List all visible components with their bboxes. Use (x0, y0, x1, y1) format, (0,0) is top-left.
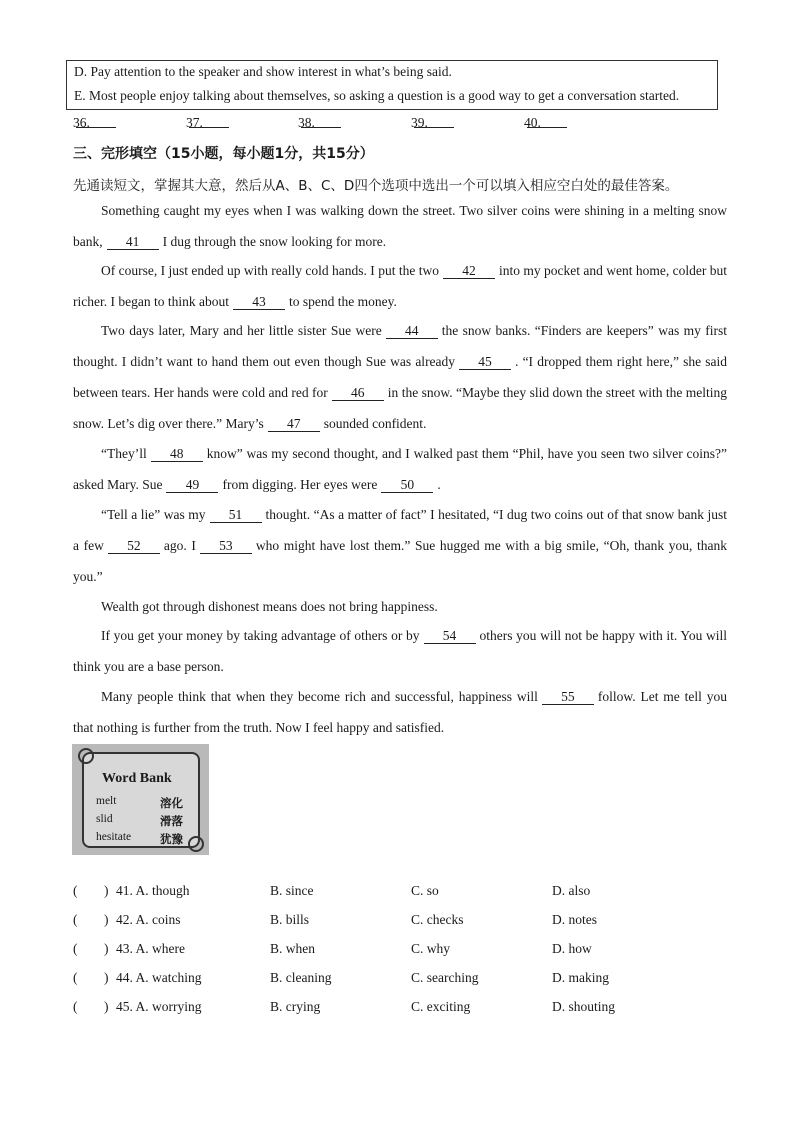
cloze-blank-52[interactable]: 52 (108, 538, 160, 554)
answer-paren-open[interactable]: ( (73, 970, 78, 985)
option-e-text: E. Most people enjoy talking about themselves, so asking a question is a good way to get a conversation started. (74, 88, 680, 103)
word-bank-entry: hesitate 犹豫 (96, 831, 183, 846)
answer-paren-open[interactable]: ( (73, 941, 78, 956)
word-bank-entry: slid 滑落 (96, 813, 183, 828)
answer-paren-open[interactable]: ( (73, 912, 78, 927)
word-bank-scroll (82, 752, 200, 848)
question-row (0, 941, 800, 961)
option-a[interactable]: 42. A. coins (116, 912, 181, 927)
cloze-blank-46[interactable]: 46 (332, 385, 384, 401)
matching-options-box (66, 60, 718, 110)
option-a[interactable]: 43. A. where (116, 941, 185, 956)
option-b[interactable]: B. bills (270, 912, 310, 927)
scroll-curl-icon (78, 748, 94, 764)
cloze-blank-41[interactable]: 41 (107, 234, 159, 250)
answer-paren-open[interactable]: ( (73, 883, 78, 898)
option-d[interactable]: D. shouting (552, 999, 616, 1014)
option-b[interactable]: B. since (270, 883, 314, 898)
option-d[interactable]: D. notes (552, 912, 597, 927)
passage-paragraph-3: Two days later, Mary and her little sister Sue were 44 the snow banks. “Finders are keepers” was my first thought. I didn’t want to hand them out even though Sue was already 45 . “I dropped them right here,” she said between tears. Her hands were cold and red for 46 in the snow. “Maybe they slid down the street with the melting snow. Let’s dig over there.” Mary’s 47 sounded confident. (73, 323, 728, 431)
cloze-blank-48[interactable]: 48 (151, 446, 203, 462)
answer-paren-close[interactable]: ) (104, 941, 109, 956)
passage-paragraph-2: Of course, I just ended up with really cold hands. I put the two 42 into my pocket and went home, colder but richer. I began to think about 43 to spend the money. (73, 263, 728, 309)
passage-paragraph-1: Something caught my eyes when I was walking down the street. Two silver coins were shining in a melting snow bank, 41 I dug through the snow looking for more. (73, 203, 727, 249)
word-bank-title: Word Bank (102, 771, 172, 786)
option-a[interactable]: 45. A. worrying (116, 999, 202, 1014)
option-d[interactable]: D. making (552, 970, 609, 985)
option-c[interactable]: C. why (411, 941, 451, 956)
passage-paragraph-6: Wealth got through dishonest means does not bring happiness. (101, 599, 438, 614)
question-row (0, 999, 800, 1019)
passage-paragraph-4: “They’ll 48 know” was my second thought, and I walked past them “Phil, have you seen two silver coins?” asked Mary. Sue 49 from digging. Her eyes were 50 . (73, 446, 727, 492)
word-bank-image (72, 744, 209, 855)
cloze-blank-42[interactable]: 42 (443, 263, 495, 279)
option-c[interactable]: C. searching (411, 970, 479, 985)
cloze-blank-44[interactable]: 44 (386, 323, 438, 339)
section-instruction: 先通读短文，掌握其大意，然后从A、B、C、D四个选项中选出一个可以填入相应空白处的最佳答案。 (73, 178, 679, 194)
cloze-blank-50[interactable]: 50 (381, 477, 433, 493)
question-row (0, 970, 800, 990)
cloze-blank-54[interactable]: 54 (424, 628, 476, 644)
option-d-text: D. Pay attention to the speaker and show interest in what’s being said. (74, 64, 452, 79)
word-bank-entry: melt 溶化 (96, 795, 183, 810)
cloze-blank-45[interactable]: 45 (459, 354, 511, 370)
passage-paragraph-5: “Tell a lie” was my 51 thought. “As a matter of fact” I hesitated, “I dug two coins out of that snow bank just a few 52 ago. I 53 who might have lost them.” Sue hugged me with a big smile, “Oh, thank you, thank you.” (73, 507, 727, 584)
cloze-blank-55[interactable]: 55 (542, 689, 594, 705)
cloze-blank-49[interactable]: 49 (166, 477, 218, 493)
cloze-blank-51[interactable]: 51 (210, 507, 262, 523)
option-b[interactable]: B. crying (270, 999, 321, 1014)
question-row (0, 883, 800, 903)
option-d[interactable]: D. how (552, 941, 592, 956)
answer-blanks-row: 36. 37. 38. 39. 40. (0, 115, 800, 133)
passage-paragraph-8: Many people think that when they become rich and successful, happiness will 55 follow. Let me tell you that nothing is further from the truth. Now I feel happy and satisfied. (73, 689, 727, 735)
cloze-blank-43[interactable]: 43 (233, 294, 285, 310)
option-b[interactable]: B. cleaning (270, 970, 332, 985)
option-b[interactable]: B. when (270, 941, 315, 956)
option-c[interactable]: C. exciting (411, 999, 471, 1014)
answer-paren-close[interactable]: ) (104, 912, 109, 927)
answer-paren-open[interactable]: ( (73, 999, 78, 1014)
section-title: 三、完形填空（15小题，每小题1分，共15分） (73, 146, 374, 162)
answer-paren-close[interactable]: ) (104, 970, 109, 985)
passage-paragraph-7: If you get your money by taking advantage of others or by 54 others you will not be happy with it. You will think you are a base person. (73, 628, 727, 674)
option-c[interactable]: C. so (411, 883, 439, 898)
option-d[interactable]: D. also (552, 883, 591, 898)
answer-paren-close[interactable]: ) (104, 883, 109, 898)
question-row (0, 912, 800, 932)
cloze-blank-47[interactable]: 47 (268, 416, 320, 432)
option-c[interactable]: C. checks (411, 912, 464, 927)
answer-paren-close[interactable]: ) (104, 999, 109, 1014)
option-a[interactable]: 44. A. watching (116, 970, 202, 985)
cloze-blank-53[interactable]: 53 (200, 538, 252, 554)
option-a[interactable]: 41. A. though (116, 883, 190, 898)
